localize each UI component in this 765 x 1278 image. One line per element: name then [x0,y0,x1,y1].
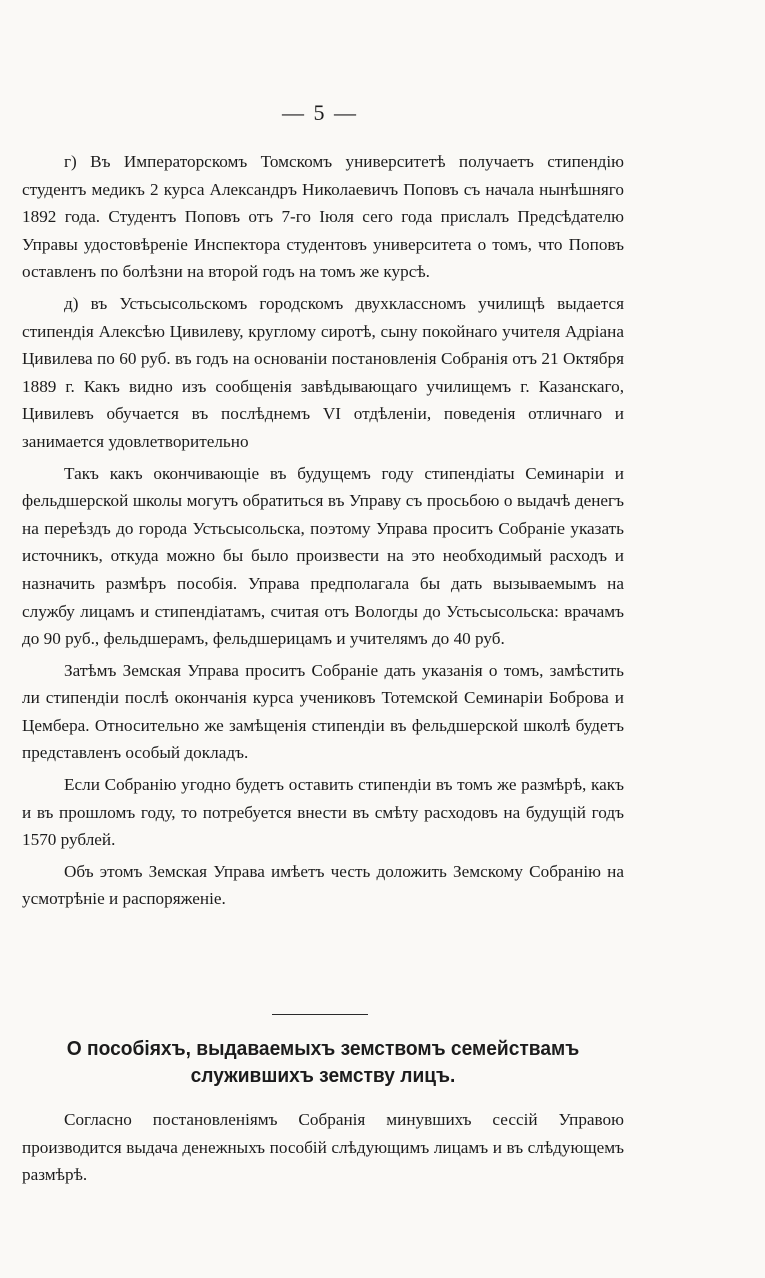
section-heading: О пособіяхъ, выдаваемыхъ земствомъ семействамъ служившихъ земству лицъ. [66,1038,580,1087]
page-number: — 5 — [282,100,358,125]
section-body [22,1106,624,1193]
section-paragraph: Согласно постановленіямъ Собранія минувшихъ сессій Управою производится выдача денежныхъ пособій слѣдующимъ лицамъ и въ слѣдующемъ размѣрѣ. [22,1110,624,1185]
paragraph-scholarship-replacement: Затѣмъ Земская Управа проситъ Собраніе дать указанія о томъ, замѣстить ли стипендіи послѣ окончанія курса учениковъ Тотемской Семинаріи Боброва и Цембера. Относительно же замѣщенія стипендіи въ фельдшерской школѣ будетъ представленъ особый докладъ. [22,660,624,763]
paragraph-conclusion: Объ этомъ Земская Управа имѣетъ честь доложить Земскому Собранію на усмотрѣніе и распоряженіе. [22,861,624,909]
section-divider [272,1014,368,1015]
paragraph-budget: Если Собранію угодно будетъ оставить стипендіи въ томъ же размѣрѣ, какъ и въ прошломъ году, то потребуется внести въ смѣту расходовъ на будущій годъ 1570 рублей. [22,775,624,850]
paragraph-d: д) въ Устьсысольскомъ городскомъ двухклассномъ училищѣ выдается стипендія Алексѣю Цивилеву, круглому сиротѣ, сыну покойнаго учителя Адріана Цивилева по 60 руб. въ годъ на основаніи постановленія Собранія отъ 21 Октября 1889 г. Какъ видно изъ сообщенія завѣдывающаго училищемъ г. Казанскаго, Цивилевъ обучается въ послѣднемъ VI отдѣленіи, поведенія отличнаго и занимается удовлетворительно [22,293,624,451]
body-text [22,148,624,917]
paragraph-travel-allowance: Такъ какъ окончивающіе въ будущемъ году стипендіаты Семинаріи и фельдшерской школы могутъ обратиться въ Управу съ просьбою о выдачѣ денегъ на переѣздъ до города Устьсысольска, поэтому Управа проситъ Собраніе указать источникъ, откуда можно бы было произвести на это необходимый расходъ и назначить размѣръ пособія. Управа предполагала бы дать вызываемымъ на службу лицамъ и стипендіатамъ, считая отъ Вологды до Устьсысольска: врачамъ до 90 руб., фельдшерамъ, фельдшерицамъ и учителямъ до 40 руб. [22,463,624,649]
paragraph-g: г) Въ Императорскомъ Томскомъ университетѣ получаетъ стипендію студентъ медикъ 2 курса Александръ Николаевичъ Поповъ съ начала нынѣшняго 1892 года. Студентъ Поповъ отъ 7-го Іюля сего года прислалъ Предсѣдателю Управы удостовѣреніе Инспектора студентовъ университета о томъ, что Поповъ оставленъ по болѣзни на второй годъ на томъ же курсѣ. [22,152,624,282]
